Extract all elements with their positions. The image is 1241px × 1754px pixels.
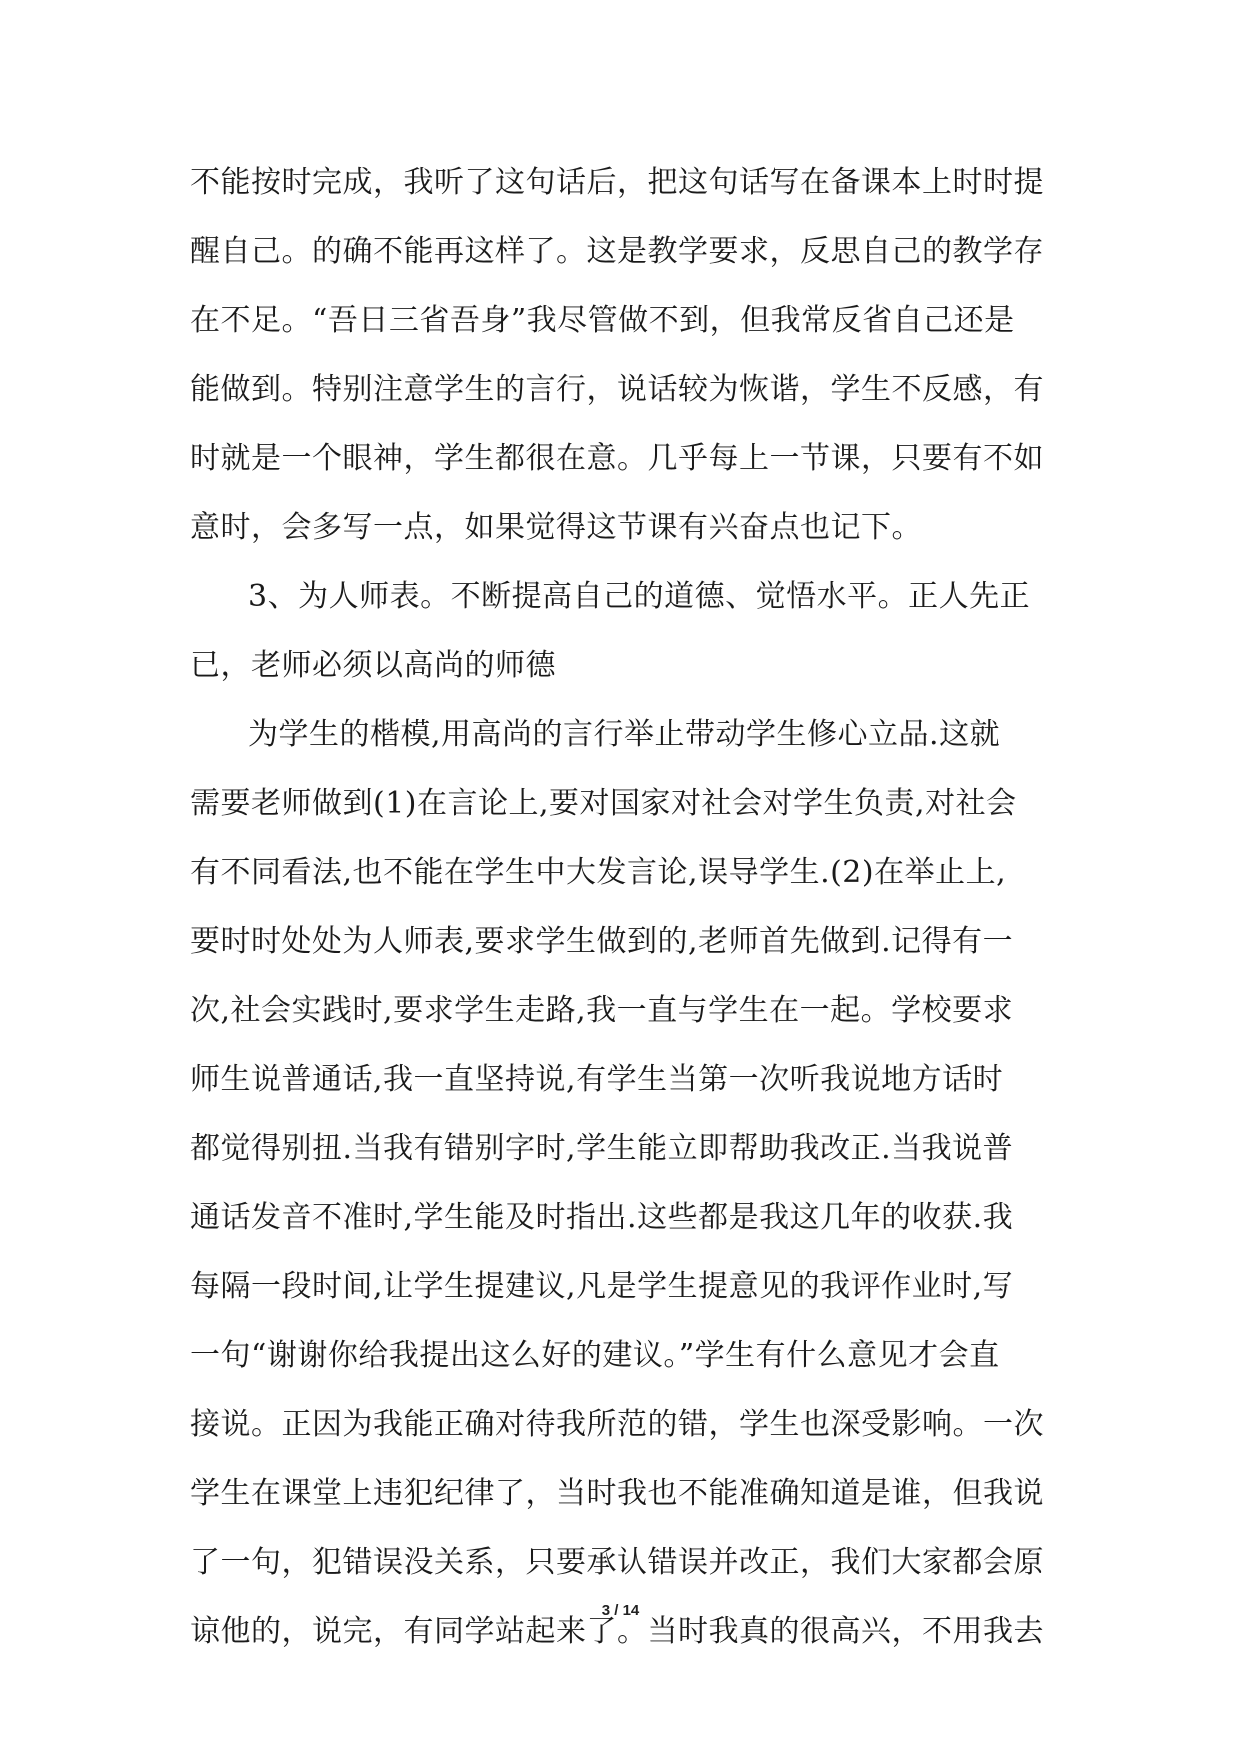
text-line: 一句“谢谢你给我提出这么好的建议。”学生有什么意见才会直 (190, 1338, 1000, 1373)
text-line: 接说。正因为我能正确对待我所范的错，学生也深受影响。一次 (190, 1407, 1044, 1442)
text-line: 学生在课堂上违犯纪律了，当时我也不能准确知道是谁，但我说 (190, 1476, 1044, 1511)
text-line: 要时时处处为人师表,要求学生做到的,老师首先做到.记得有一 (190, 924, 1014, 959)
text-line: 在不足。“吾日三省吾身”我尽管做不到，但我常反省自己还是 (190, 303, 1015, 338)
text-line: 有不同看法,也不能在学生中大发言论,误导学生.(2)在举止上, (190, 855, 1007, 890)
text-line: 了一句，犯错误没关系，只要承认错误并改正，我们大家都会原 (190, 1545, 1044, 1580)
text-line: 谅他的，说完，有同学站起来了。当时我真的很高兴，不用我去 (190, 1614, 1044, 1649)
text-line: 师生说普通话,我一直坚持说,有学生当第一次听我说地方话时 (190, 1062, 1004, 1097)
text-line: 已，老师必须以高尚的师德 (190, 648, 556, 683)
text-line: 能做到。特别注意学生的言行，说话较为恢谐，学生不反感，有 (190, 372, 1044, 407)
text-line-indented: 3、为人师表。不断提高自己的道德、觉悟水平。正人先正 (248, 579, 1031, 614)
body-text (190, 148, 1058, 1666)
text-line-indented: 为学生的楷模,用高尚的言行举止带动学生修心立品.这就 (248, 717, 1001, 752)
text-line: 都觉得别扭.当我有错别字时,学生能立即帮助我改正.当我说普 (190, 1131, 1014, 1166)
text-line: 意时，会多写一点，如果觉得这节课有兴奋点也记下。 (190, 510, 922, 545)
text-line: 不能按时完成，我听了这句话后，把这句话写在备课本上时时提 (190, 165, 1044, 200)
text-line: 通话发音不准时,学生能及时指出.这些都是我这几年的收获.我 (190, 1200, 1014, 1235)
text-line: 时就是一个眼神，学生都很在意。几乎每上一节课，只要有不如 (190, 441, 1044, 476)
text-line: 需要老师做到(1)在言论上,要对国家对社会对学生负责,对社会 (190, 786, 1017, 821)
page-number: 3 / 14 (601, 1602, 640, 1619)
text-line: 醒自己。的确不能再这样了。这是教学要求，反思自己的教学存 (190, 234, 1044, 269)
text-line: 每隔一段时间,让学生提建议,凡是学生提意见的我评作业时,写 (190, 1269, 1014, 1304)
text-line: 次,社会实践时,要求学生走路,我一直与学生在一起。学校要求 (190, 993, 1014, 1028)
